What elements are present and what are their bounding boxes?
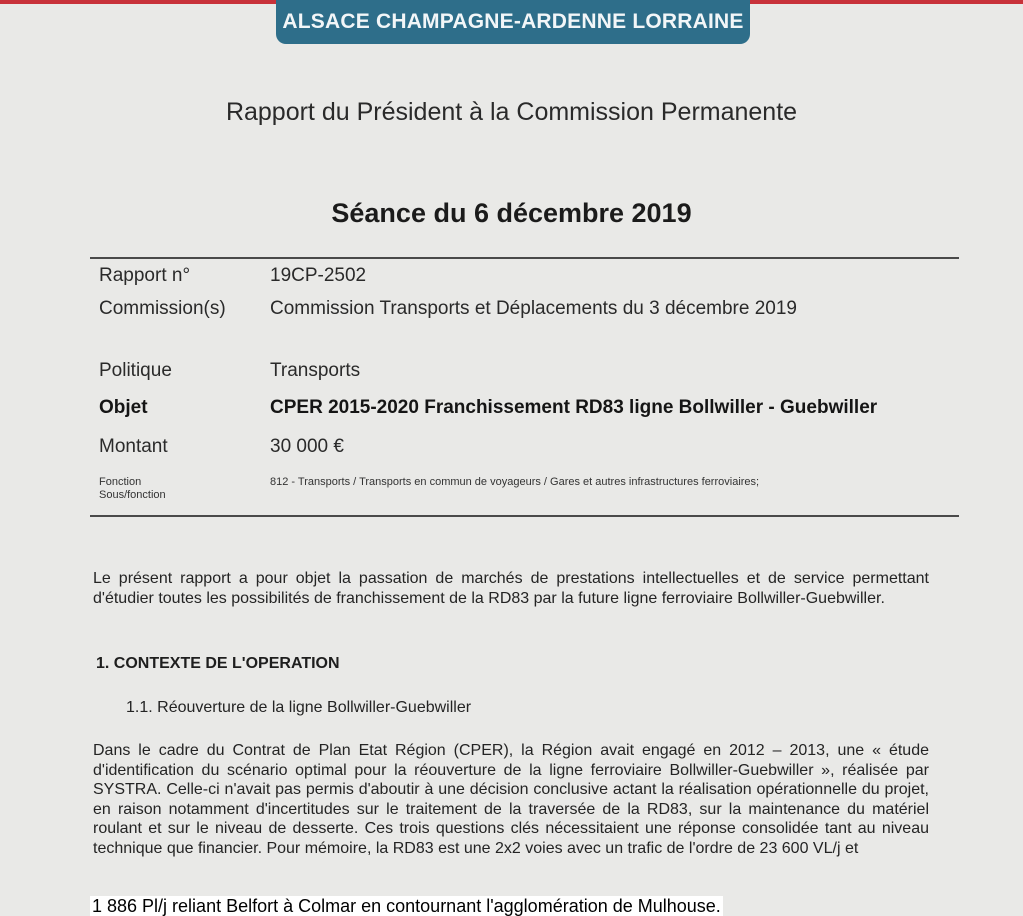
objet-label: Objet — [99, 397, 148, 418]
commission-label: Commission(s) — [99, 298, 226, 319]
objet-value: CPER 2015-2020 Franchissement RD83 ligne Bollwiller - Guebwiller — [270, 397, 878, 418]
fonction-label: Fonction — [99, 476, 142, 488]
region-banner: ALSACE CHAMPAGNE-ARDENNE LORRAINE — [276, 0, 750, 44]
rapport-label: Rapport n° — [99, 265, 191, 286]
fonction-value: 812 - Transports / Transports en commun de voyageurs / Gares et autres infrastructures ferroviaires; — [270, 476, 760, 488]
sousfonction-label: Sous/fonction — [99, 489, 166, 501]
table-bottom-rule — [90, 515, 959, 517]
rapport-value: 19CP-2502 — [270, 265, 367, 286]
montant-value: 30 000 € — [270, 436, 344, 457]
table-top-rule — [90, 257, 959, 259]
intro-paragraph: Le présent rapport a pour objet la passation de marchés de prestations intellectuelles et de service permettant d'étudier toutes les possibilités de franchissement de la RD83 par la future ligne ferroviaire Bollwiller-Guebwiller. — [93, 570, 929, 607]
politique-label: Politique — [99, 360, 172, 381]
video-subtitle: 1 886 Pl/j reliant Belfort à Colmar en contournant l'agglomération de Mulhouse. — [92, 896, 721, 916]
report-title: Rapport du Président à la Commission Permanente — [225, 98, 798, 126]
context-paragraph: Dans le cadre du Contrat de Plan Etat Région (CPER), la Région avait engagé en 2012 – 2013, une « étude d'identification du scénario optimal pour la réouverture de la ligne ferroviaire Bollwiller-Guebwiller », réalisée par SYSTRA. Celle-ci n'avait pas permis d'aboutir à une décision conclusive actant la réalisation opérationnelle du projet, en raison notamment d'incertitudes sur le traitement de la traversée de la RD83, sur la maintenance du matériel roulant et sur le niveau de desserte. Ces trois questions clés nécessitaient une réponse consolidée tant au niveau technique que financier. Pour mémoire, la RD83 est une 2x2 voies avec un trafic de l'ordre de 23 600 VL/j et — [93, 742, 929, 857]
subsection-heading-reouverture: 1.1. Réouverture de la ligne Bollwiller-Guebwiller — [126, 699, 472, 716]
montant-label: Montant — [99, 436, 168, 457]
politique-value: Transports — [270, 360, 361, 381]
commission-value: Commission Transports et Déplacements du 3 décembre 2019 — [270, 298, 797, 319]
session-title: Séance du 6 décembre 2019 — [331, 198, 692, 228]
section-heading-contexte: 1. CONTEXTE DE L'OPERATION — [96, 655, 340, 672]
